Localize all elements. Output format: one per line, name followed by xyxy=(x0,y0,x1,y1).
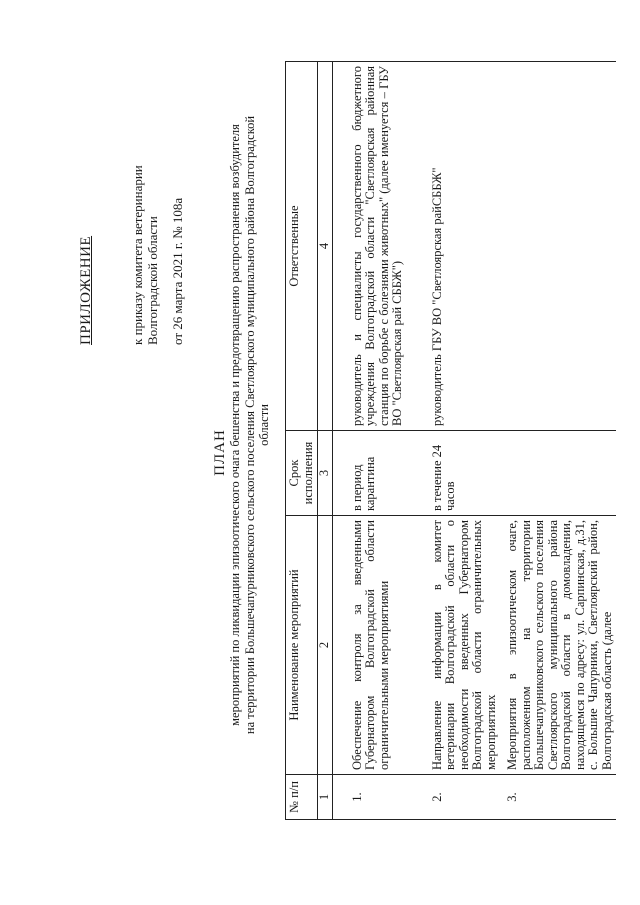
plan-table xyxy=(285,61,616,820)
row-responsible xyxy=(500,62,616,431)
row-term xyxy=(500,431,616,516)
plan-subtitle-line-3: области xyxy=(257,404,271,446)
row-term: в период карантина xyxy=(332,431,425,516)
table-header-row xyxy=(286,62,318,820)
table-row xyxy=(425,62,501,820)
plan-subtitle-line-1: мероприятий по ликвидации эпизоотического очага бешенства и предотвращению распространения возбудителя xyxy=(228,124,242,726)
plan-title: ПЛАН xyxy=(212,429,228,476)
header-term: Срок исполнения xyxy=(286,431,318,516)
appendix-title: ПРИЛОЖЕНИЕ xyxy=(78,235,94,345)
row-responsible: руководитель и специалисты государственного бюджетного учреждения Волгоградской области "Светлоярская районная станция по борьбе с болезнями животных" (далее именуется – ГБУ ВО "Светлоярская рай СББЖ") xyxy=(332,62,425,431)
table-row xyxy=(332,62,425,820)
row-name: Обеспечение контроля за введенными Губернатором Волгоградской области ограничительными мероприятиями xyxy=(332,516,425,775)
row-number: 3. xyxy=(500,775,616,820)
table-row xyxy=(500,62,616,820)
column-number: 3 xyxy=(318,431,333,516)
plan-subtitle-line-2: на территории Большечапурниковского сельского поселения Светлоярского муниципального района Волгоградской xyxy=(242,115,257,735)
row-name: Мероприятия в эпизоотическом очаге, расположенном на территории Большечапурниковского сельского поселения Светлоярского муниципального района Волгоградской области в домовладении, находящемся по адресу: ул. Сарпинская, д.31, с. Большие Чапурники, Светлоярский район, Волгоградская область (далее xyxy=(500,516,616,775)
row-term: в течение 24 часов xyxy=(425,431,501,516)
appendix-line-1: к приказу комитета ветеринарии xyxy=(130,165,145,345)
plan-subtitle xyxy=(228,95,272,755)
column-number: 4 xyxy=(318,62,333,431)
column-number-row xyxy=(318,62,333,820)
header-name: Наименование мероприятий xyxy=(286,516,318,775)
row-number: 2. xyxy=(425,775,501,820)
column-number: 1 xyxy=(318,775,333,820)
column-number: 2 xyxy=(318,516,333,775)
row-name: Направление информации в комитет ветеринарии Волгоградской области о необходимости введенных Губернатором Волгоградской области ограничительных мероприятиях xyxy=(425,516,501,775)
appendix-date-line: от 26 марта 2021 г. № 108а xyxy=(170,197,185,345)
header-number: № п/п xyxy=(286,775,318,820)
row-responsible: руководитель ГБУ ВО "Светлоярская райСББЖ" xyxy=(425,62,501,431)
appendix-line-2: Волгоградской области xyxy=(145,216,160,345)
header-responsible: Ответственные xyxy=(286,62,318,431)
row-number: 1. xyxy=(332,775,425,820)
